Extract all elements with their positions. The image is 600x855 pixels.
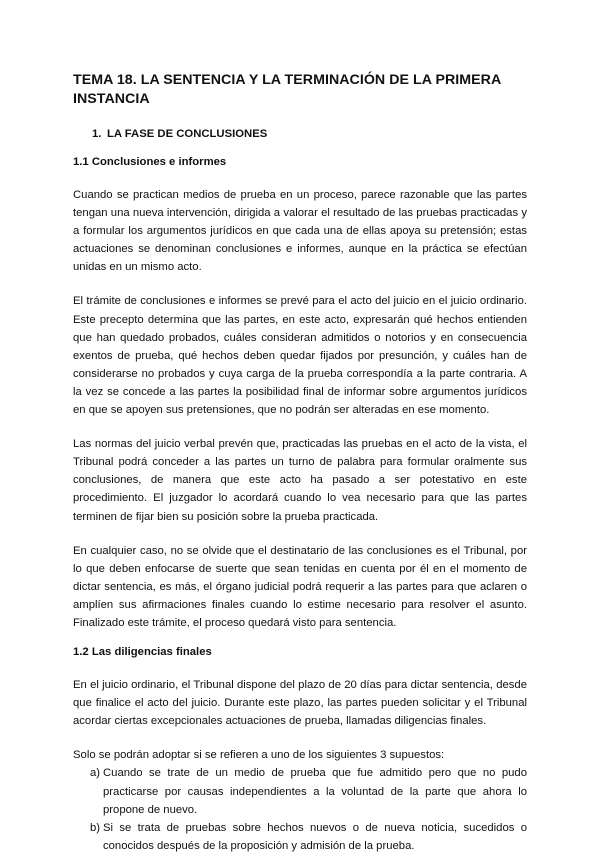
list-marker: a)	[90, 767, 101, 780]
paragraph: Las normas del juicio verbal prevén que, practicadas las pruebas en el acto de la vista, el Tribunal podrá conceder a las partes un turno de palabra para formular oralmente sus conclusiones, de manera que este acto ha pasado a ser potestativo en este procedimiento. El juzgador lo acordará cuando lo vea necesario para que las partes terminen de fijar bien su posición sobre la prueba practicada.	[73, 438, 527, 523]
section-heading	[92, 127, 527, 142]
subsection-heading-conclusiones: 1.1 Conclusiones e informes	[73, 156, 227, 168]
list-item-text: Cuando se trate de un medio de prueba que fue admitido pero que no pudo practicarse por causas independientes a la voluntad de la parte que ahora lo propone de nuevo.	[103, 767, 527, 816]
paragraph: Cuando se practican medios de prueba en un proceso, parece razonable que las partes tengan una nueva intervención, dirigida a valorar el resultado de las pruebas practicadas y a formular los argumentos jurídicos en que cada una de ellas apoya su pretensión; estas actuaciones se denominan conclusiones e informes, aunque en la práctica se efectúan unidas en un mismo acto.	[73, 189, 527, 274]
paragraph: En cualquier caso, no se olvide que el destinatario de las conclusiones es el Tribunal, por lo que deben enfocarse de suerte que sean tenidas en cuenta por él en el momento de dictar sentencia, es más, el órgano judicial podrá requerir a las partes para que aclaren o amplíen sus afirmaciones finales cuando lo estime necesario para resolver el asunto. Finalizado este trámite, el proceso quedará visto para sentencia.	[73, 544, 527, 629]
list-intro: Solo se podrán adoptar si se refieren a uno de los siguientes 3 supuestos:	[73, 749, 445, 762]
list-item	[73, 764, 527, 819]
document-title: TEMA 18. LA SENTENCIA Y LA TERMINACIÓN DE LA PRIMERA INSTANCIA	[73, 72, 501, 107]
section-number: 1.	[92, 128, 102, 140]
list-item-text: Si se trata de pruebas sobre hechos nuevos o de nueva noticia, sucedidos o conocidos después de la proposición y admisión de la prueba.	[103, 821, 527, 853]
paragraph: En el juicio ordinario, el Tribunal dispone del plazo de 20 días para dictar sentencia, desde que finalice el acto del juicio. Durante este plazo, las partes pueden solicitar y el Tribunal acordar ciertas excepcionales actuaciones de prueba, llamadas diligencias finales.	[73, 679, 527, 728]
list-marker: b)	[90, 821, 101, 834]
section-title: LA FASE DE CONCLUSIONES	[107, 128, 268, 140]
list-item	[73, 819, 527, 855]
paragraph: El trámite de conclusiones e informes se prevé para el acto del juicio en el juicio ordinario. Este precepto determina que las partes, en este acto, expresarán qué hechos entienden que han quedado probados, cuáles consideran admitidos o notorios y en consecuencia exentos de prueba, qué hechos deben quedar fijados por presunción, y cuáles han de considerarse no probados y cuya carga de la prueba correspondía a la parte contraria. A la vez se concede a las partes la posibilidad final de informar sobre argumentos jurídicos en que se apoyen sus pretensiones, que no podrán ser alteradas en ese momento.	[73, 295, 527, 417]
supuestos-list	[73, 764, 527, 855]
subsection-heading-diligencias: 1.2 Las diligencias finales	[73, 646, 212, 659]
